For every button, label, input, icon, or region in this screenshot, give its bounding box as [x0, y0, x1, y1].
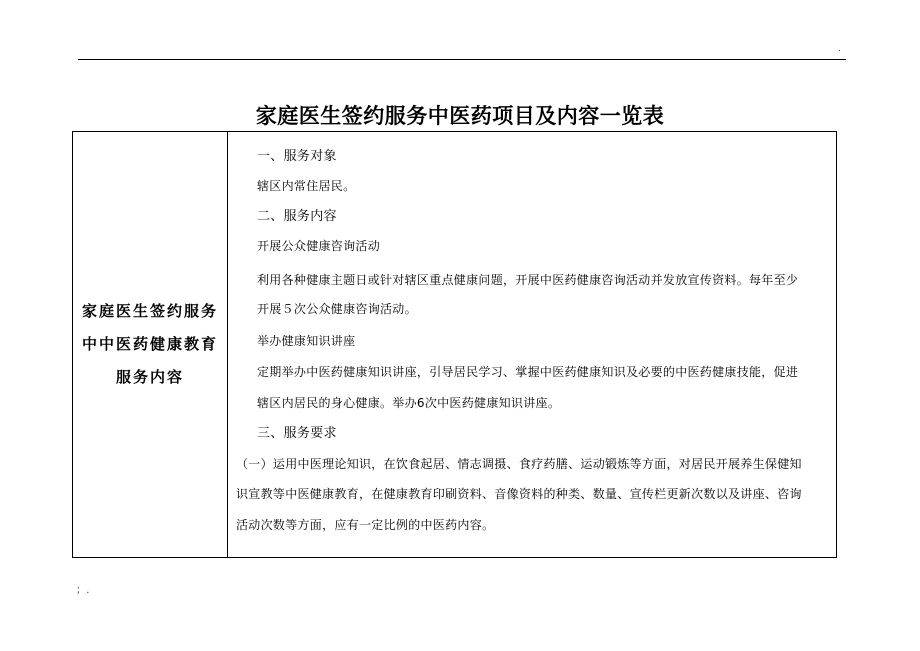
header-rule [78, 59, 846, 60]
requirement-text-3: 活动次数等方面，应有一定比例的中医药内容。 [236, 518, 495, 532]
label-line-2: 中中医药健康教育 [81, 335, 218, 353]
content-table [72, 131, 837, 558]
page-title: 家庭医生签约服务中医药项目及内容一览表 [255, 104, 665, 128]
requirement-text-1: （一）运用中医理论知识，在饮食起居、情志调摄、食疗药膳、运动锻炼等方面，对居民开展养生保健知 [236, 457, 802, 471]
item-text-lecture-1: 定期举办中医药健康知识讲座，引导居民学习、掌握中医药健康知识及必要的中医药健康技能，促进 [257, 365, 799, 379]
header-mark: . [838, 44, 841, 54]
item-title-lecture: 举办健康知识讲座 [257, 334, 356, 348]
label-text [77, 295, 223, 394]
label-cell [73, 132, 228, 557]
requirement-text-2: 识宣教等中医健康教育，在健康教育印刷资料、音像资料的种类、数量、宣传栏更新次数以及讲座、咨询 [236, 487, 802, 501]
label-line-1: 家庭医生签约服务 [81, 302, 218, 320]
label-line-3: 服务内容 [115, 368, 184, 386]
content-cell [228, 132, 836, 557]
footer-mark: ；. [76, 585, 90, 596]
item-title-consult: 开展公众健康咨询活动 [257, 239, 381, 253]
item-text-consult-2: 开展５次公众健康咨询活动。 [257, 302, 417, 316]
section-heading-target: 一、服务对象 [257, 149, 337, 164]
section-text-target: 辖区内常住居民。 [257, 179, 356, 193]
item-text-lecture-2: 辖区内居民的身心健康。举办6次中医药健康知识讲座。 [257, 396, 561, 410]
item-text-consult-1: 利用各种健康主题日或针对辖区重点健康问题，开展中医药健康咨询活动并发放宣传资料。每年至少 [257, 273, 799, 287]
section-heading-content: 二、服务内容 [257, 209, 337, 224]
section-heading-requirements: 三、服务要求 [257, 426, 337, 441]
